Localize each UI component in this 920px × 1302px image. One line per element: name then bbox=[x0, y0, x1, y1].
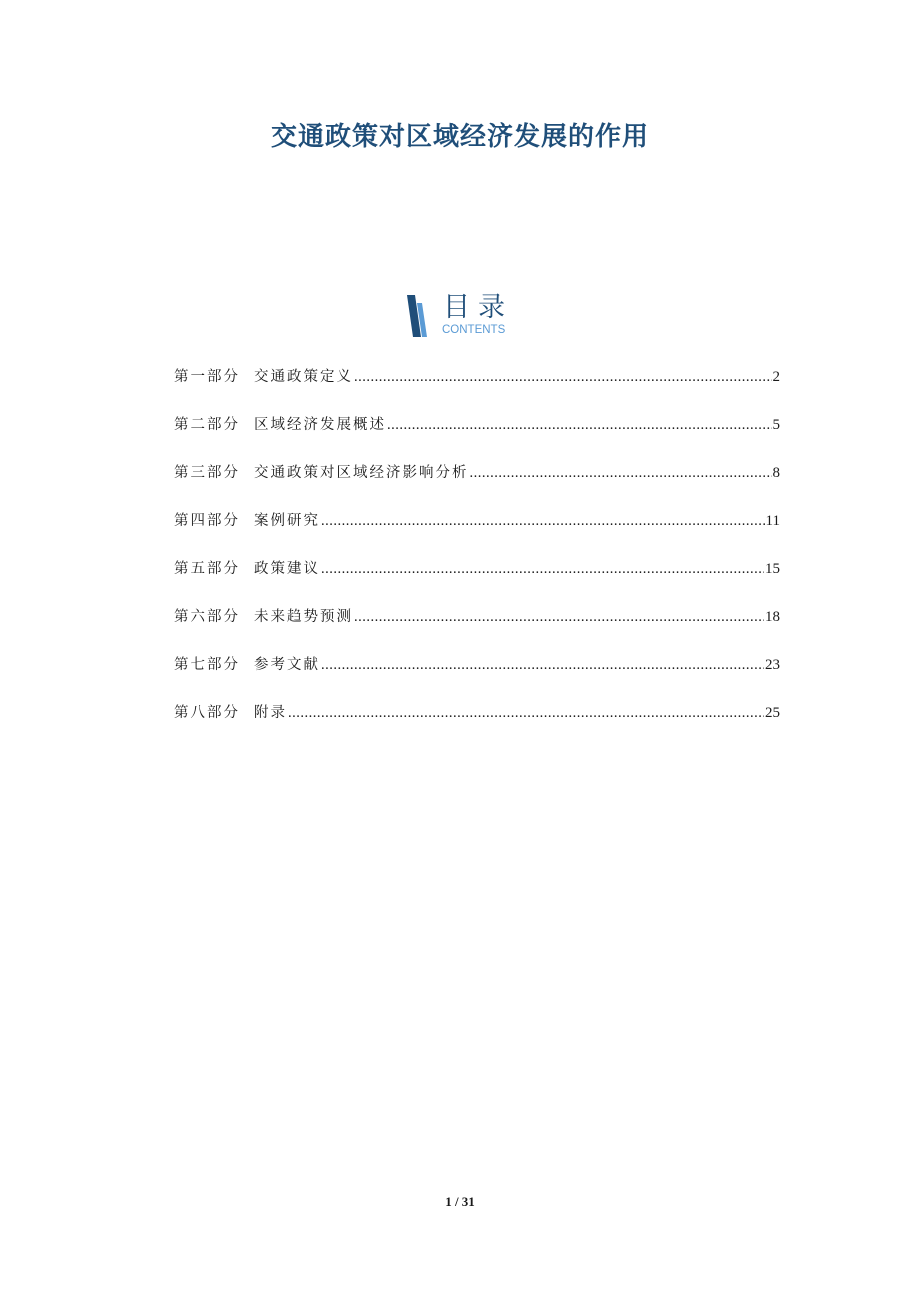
toc-entry[interactable] bbox=[174, 366, 780, 414]
toc-entry-leader bbox=[387, 414, 772, 436]
toc-entry[interactable] bbox=[174, 414, 780, 462]
toc-entry[interactable] bbox=[174, 654, 780, 702]
toc-entry-part: 第八部分 bbox=[174, 705, 240, 721]
toc-entry[interactable] bbox=[174, 462, 780, 510]
toc-entry[interactable] bbox=[174, 606, 780, 654]
toc-entry[interactable] bbox=[174, 702, 780, 750]
toc-entry-page: 25 bbox=[765, 705, 780, 721]
toc-entry-section: 交通政策对区域经济影响分析 bbox=[254, 465, 469, 481]
toc-entry-leader bbox=[354, 606, 764, 628]
toc-entry-page: 11 bbox=[765, 513, 780, 529]
toc-heading bbox=[405, 293, 535, 341]
toc-entry[interactable] bbox=[174, 558, 780, 606]
toc-heading-title: 目录 bbox=[443, 292, 513, 323]
toc-entry-leader bbox=[321, 654, 764, 676]
toc-entry-leader bbox=[354, 366, 772, 388]
toc-entry-section: 未来趋势预测 bbox=[254, 609, 353, 625]
toc-logo-icon bbox=[405, 295, 429, 337]
toc-entry-page: 18 bbox=[765, 609, 780, 625]
toc-entry-page: 5 bbox=[772, 417, 780, 433]
toc-entry-leader bbox=[470, 462, 772, 484]
toc-entry-page: 2 bbox=[772, 369, 780, 385]
toc-list bbox=[174, 366, 780, 750]
toc-entry-leader bbox=[321, 510, 765, 532]
toc-entry-section: 政策建议 bbox=[254, 561, 320, 577]
toc-entry-part: 第三部分 bbox=[174, 465, 240, 481]
toc-entry-section: 附录 bbox=[254, 705, 287, 721]
toc-entry-part: 第二部分 bbox=[174, 417, 240, 433]
toc-entry-section: 参考文献 bbox=[254, 657, 320, 673]
toc-entry-section: 案例研究 bbox=[254, 513, 320, 529]
toc-heading-subtitle: CONTENTS bbox=[442, 324, 506, 336]
toc-entry-part: 第六部分 bbox=[174, 609, 240, 625]
toc-entry-part: 第七部分 bbox=[174, 657, 240, 673]
toc-entry-part: 第一部分 bbox=[174, 369, 240, 385]
toc-entry-page: 15 bbox=[765, 561, 780, 577]
toc-entry-page: 23 bbox=[765, 657, 780, 673]
toc-entry-leader bbox=[321, 558, 764, 580]
toc-entry-page: 8 bbox=[772, 465, 780, 481]
document-title: 交通政策对区域经济发展的作用 bbox=[270, 122, 649, 152]
toc-entry-part: 第四部分 bbox=[174, 513, 240, 529]
toc-entry[interactable] bbox=[174, 510, 780, 558]
toc-entry-leader bbox=[288, 702, 764, 724]
toc-entry-section: 交通政策定义 bbox=[254, 369, 353, 385]
toc-entry-part: 第五部分 bbox=[174, 561, 240, 577]
toc-entry-section: 区域经济发展概述 bbox=[254, 417, 386, 433]
page-number: 1 / 31 bbox=[445, 1194, 475, 1209]
